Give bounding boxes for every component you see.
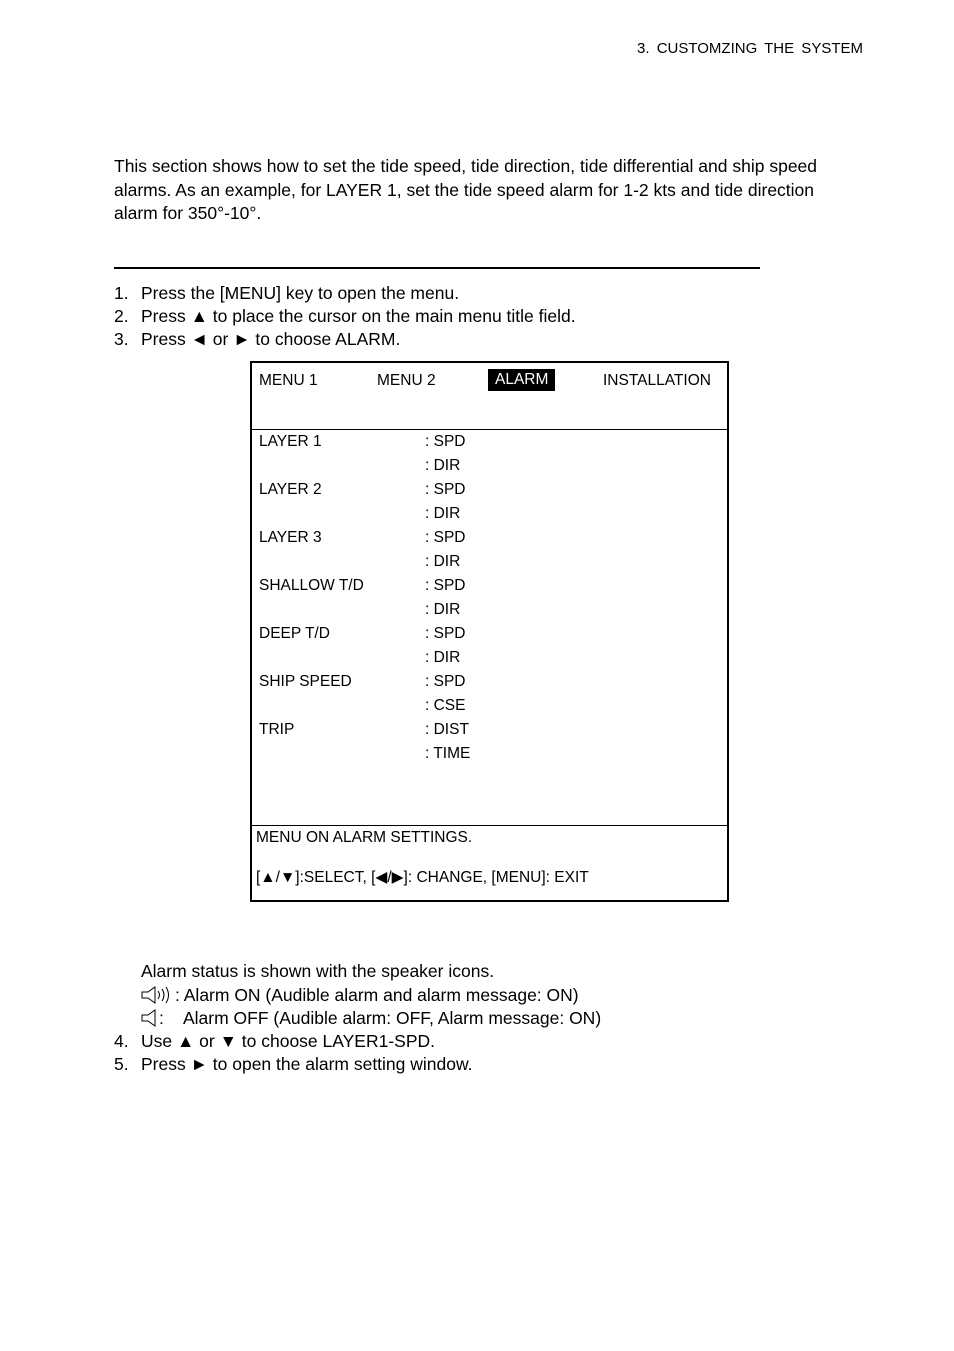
- alarm-off-colon: :: [159, 1008, 164, 1028]
- step-number: 5.: [114, 1054, 129, 1074]
- menu-row[interactable]: [252, 527, 727, 551]
- menu-row-item: : SPD: [425, 433, 466, 450]
- menu-row-item: : DIR: [425, 601, 461, 618]
- menu-row-item: : DIST: [425, 721, 469, 738]
- menu-row-item: : SPD: [425, 529, 466, 546]
- menu-row[interactable]: [252, 623, 727, 647]
- menu-row-label: DEEP T/D: [259, 625, 330, 642]
- step-item: [114, 305, 576, 328]
- menu-row[interactable]: [252, 719, 727, 743]
- menu-row-label: SHALLOW T/D: [259, 577, 364, 594]
- step-number: 3.: [114, 329, 129, 349]
- menu-row[interactable]: [252, 431, 727, 455]
- step-item: [114, 1030, 473, 1053]
- menu-title-menu2[interactable]: MENU 2: [377, 372, 436, 389]
- menu-row[interactable]: [252, 575, 727, 599]
- step-text: Press ◄ or ► to choose ALARM.: [141, 329, 401, 349]
- menu-row[interactable]: [252, 671, 727, 695]
- menu-row-item: : DIR: [425, 505, 461, 522]
- alarm-off-legend: [141, 1007, 601, 1030]
- section-rule: [114, 267, 760, 269]
- step-text: Use ▲ or ▼ to choose LAYER1-SPD.: [141, 1031, 436, 1051]
- menu-row-label: SHIP SPEED: [259, 673, 352, 690]
- menu-row-item: : SPD: [425, 625, 466, 642]
- menu-row-item: : DIR: [425, 553, 461, 570]
- alarm-on-legend: [141, 984, 579, 1007]
- menu-footer-keys: [▲/▼]:SELECT, [◀/▶]: CHANGE, [MENU]: EXIT: [256, 869, 589, 886]
- section-header: 3. CUSTOMZING THE SYSTEM: [637, 40, 863, 57]
- speaker-sound-icon: [141, 986, 175, 1006]
- step-item: [114, 328, 576, 351]
- intro-line: alarms. As an example, for LAYER 1, set the tide speed alarm for 1-2 kts and tide direction: [114, 179, 815, 200]
- status-intro: Alarm status is shown with the speaker icons.: [141, 961, 495, 981]
- menu-title-bar: [252, 363, 727, 429]
- step-item: [114, 282, 576, 305]
- menu-row[interactable]: [252, 743, 727, 767]
- step-text: Press ► to open the alarm setting window.: [141, 1054, 473, 1074]
- menu-title-alarm-selected[interactable]: ALARM: [488, 369, 555, 391]
- menu-row-item: : TIME: [425, 745, 471, 762]
- alarm-off-text: Alarm OFF (Audible alarm: OFF, Alarm message: ON): [183, 1008, 602, 1028]
- menu-title-installation[interactable]: INSTALLATION: [603, 372, 711, 389]
- menu-row-label: TRIP: [259, 721, 295, 738]
- step-number: 1.: [114, 283, 129, 303]
- intro-line: This section shows how to set the tide speed, tide direction, tide differential and ship speed: [114, 156, 818, 176]
- menu-row-item: : CSE: [425, 697, 466, 714]
- alarm-on-text: : Alarm ON (Audible alarm and alarm message: ON): [175, 985, 579, 1005]
- steps-list-a: [114, 282, 576, 351]
- steps-list-b: [114, 1030, 473, 1076]
- menu-row[interactable]: [252, 455, 727, 479]
- menu-row-label: LAYER 2: [259, 481, 322, 498]
- menu-row[interactable]: [252, 695, 727, 719]
- menu-row-item: : SPD: [425, 481, 466, 498]
- step-text: Press the [MENU] key to open the menu.: [141, 283, 460, 303]
- alarm-menu-screen: [250, 361, 729, 902]
- step-text: Press ▲ to place the cursor on the main menu title field.: [141, 306, 576, 326]
- menu-row[interactable]: [252, 479, 727, 503]
- step-number: 4.: [114, 1031, 129, 1051]
- menu-footer-message: MENU ON ALARM SETTINGS.: [256, 829, 473, 846]
- step-number: 2.: [114, 306, 129, 326]
- menu-row[interactable]: [252, 647, 727, 671]
- menu-row-item: : SPD: [425, 577, 466, 594]
- speaker-mute-icon: [141, 1009, 159, 1029]
- menu-row-label: LAYER 3: [259, 529, 322, 546]
- menu-divider-bottom: [252, 825, 727, 826]
- intro-paragraph: [114, 155, 874, 226]
- step-item: [114, 1053, 473, 1076]
- menu-row-label: LAYER 1: [259, 433, 322, 450]
- menu-row-item: : SPD: [425, 673, 466, 690]
- menu-row[interactable]: [252, 599, 727, 623]
- menu-row-item: : DIR: [425, 649, 461, 666]
- intro-line: alarm for 350°-10°.: [114, 203, 262, 223]
- menu-row[interactable]: [252, 551, 727, 575]
- menu-row-item: : DIR: [425, 457, 461, 474]
- menu-divider-top: [252, 429, 727, 430]
- menu-row[interactable]: [252, 503, 727, 527]
- menu-title-menu1[interactable]: MENU 1: [259, 372, 318, 389]
